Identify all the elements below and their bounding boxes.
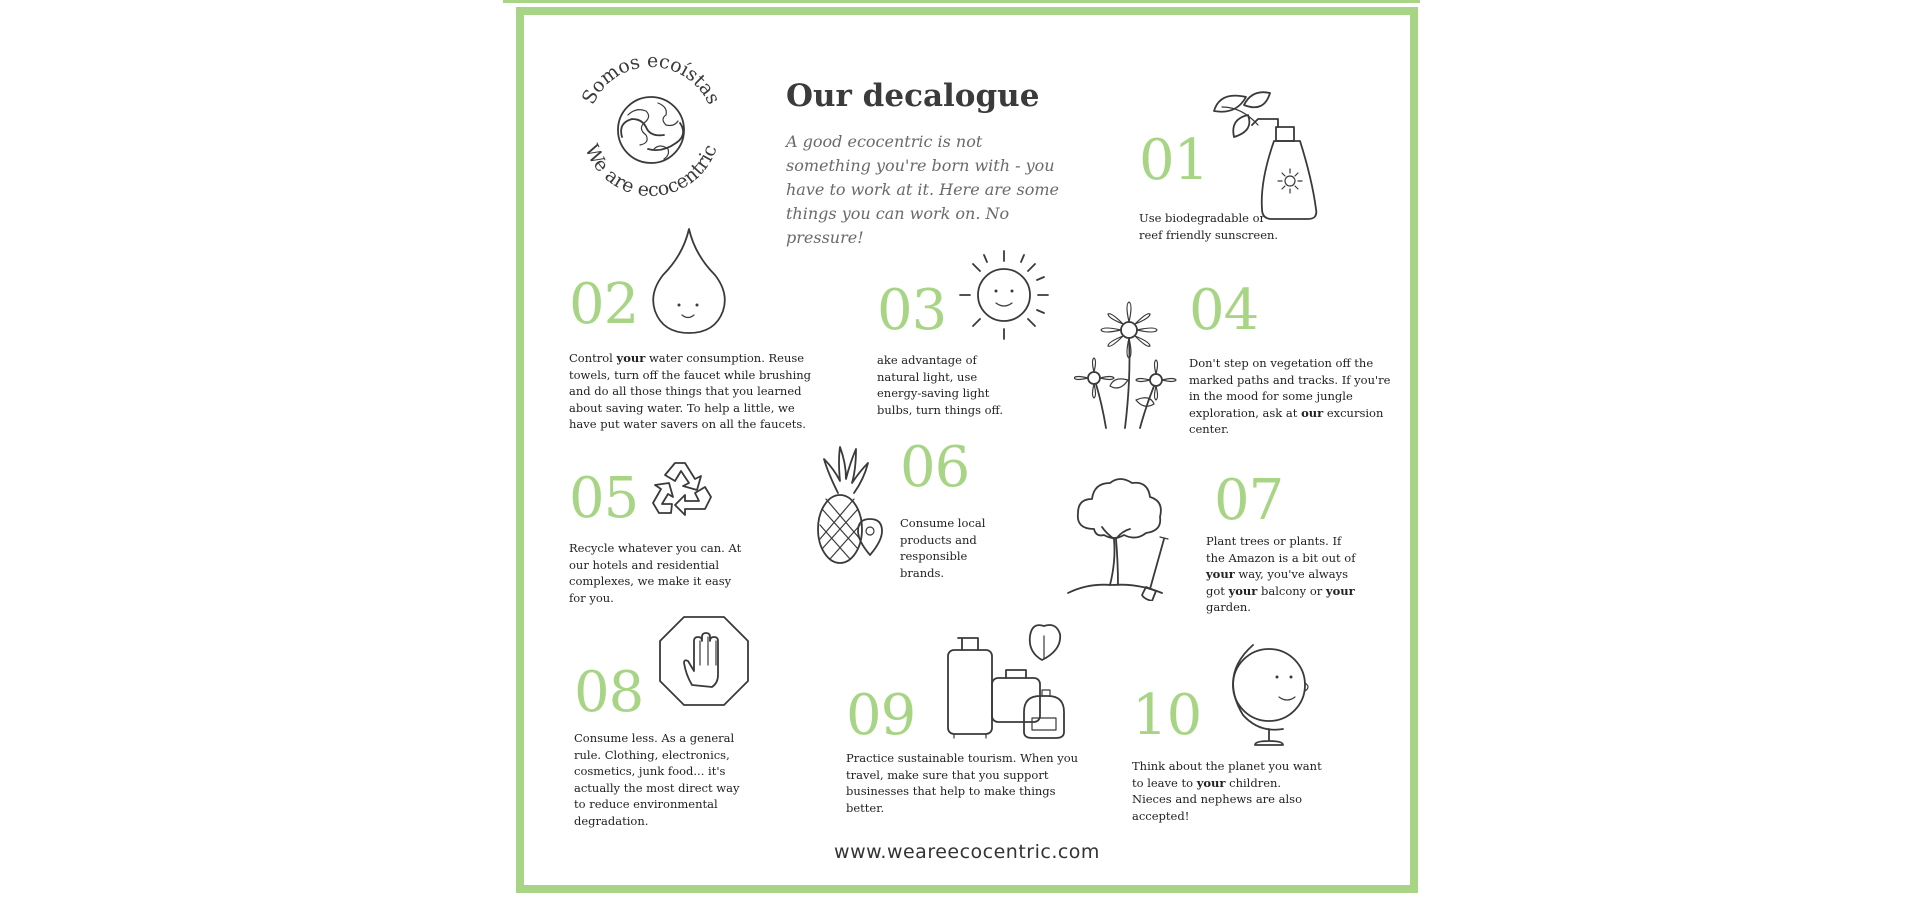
recycle-icon xyxy=(649,455,719,521)
decalogue-poster xyxy=(516,7,1418,893)
item-10-number: 10 xyxy=(1132,683,1202,748)
item-06-text: Consume local products and responsible brands. xyxy=(900,516,986,580)
item-07-text: Plant trees or plants. If the Amazon is a bit out of your way, you've always got your balcony or your garden. xyxy=(1206,534,1356,614)
hugged-earth-icon xyxy=(618,97,684,163)
sun-icon xyxy=(954,245,1054,345)
item-08-number: 08 xyxy=(574,660,644,725)
item-05-text: Recycle whatever you can. At our hotels and residential complexes, we make it easy for you. xyxy=(569,541,742,605)
website-url[interactable]: www.weareecocentric.com xyxy=(834,841,1100,863)
sunscreen-bottle-icon xyxy=(1204,85,1334,225)
item-04-number: 04 xyxy=(1189,278,1259,343)
item-08-text: Consume less. As a general rule. Clothing, electronics, cosmetics, junk food... it's actually the most direct way to reduce environmental degradation. xyxy=(574,731,740,828)
water-drop-icon xyxy=(649,225,729,337)
top-accent-line xyxy=(503,0,1420,3)
item-06-number: 06 xyxy=(900,435,970,500)
item-02-number: 02 xyxy=(569,272,639,337)
item-10-text: Think about the planet you want to leave to your children. Nieces and nephews are also accepted! xyxy=(1132,759,1322,823)
item-07-number: 07 xyxy=(1214,468,1284,533)
item-05-number: 05 xyxy=(569,466,639,531)
ecocentric-logo xyxy=(566,45,736,215)
item-01-text: Use biodegradable or reef friendly sunscreen. xyxy=(1139,211,1279,242)
item-01-number: 01 xyxy=(1139,128,1209,193)
page-title: Our decalogue xyxy=(786,78,1040,114)
item-03-number: 03 xyxy=(877,278,947,343)
logo-top-text: Somos ecoístas xyxy=(577,49,725,108)
page-subtitle: A good ecocentric is not something you're born with - you have to work at it. Here are some things you can work on. No pressure! xyxy=(786,132,1059,247)
tree-icon xyxy=(1064,477,1184,601)
item-03-text: ake advantage of natural light, use energy-saving light bulbs, turn things off. xyxy=(877,353,1003,417)
logo-bottom-text: We are ecocentric xyxy=(580,140,722,202)
item-09-number: 09 xyxy=(846,683,916,748)
item-04-text: Don't step on vegetation off the marked paths and tracks. If you're in the mood for some jungle exploration, ask at our excursion center. xyxy=(1189,356,1391,436)
item-09-text: Practice sustainable tourism. When you travel, make sure that you support businesses that help to make things better. xyxy=(846,751,1079,815)
flowers-icon xyxy=(1074,300,1179,430)
item-02-text: Control your water consumption. Reuse towels, turn off the faucet while brushing and do all those things that you learned about saving water. To help a little, we have put water savers on all the faucets. xyxy=(569,351,812,431)
pineapple-icon xyxy=(812,445,892,567)
luggage-icon xyxy=(944,620,1074,740)
globe-icon xyxy=(1219,635,1319,755)
stop-hand-icon xyxy=(654,611,754,711)
